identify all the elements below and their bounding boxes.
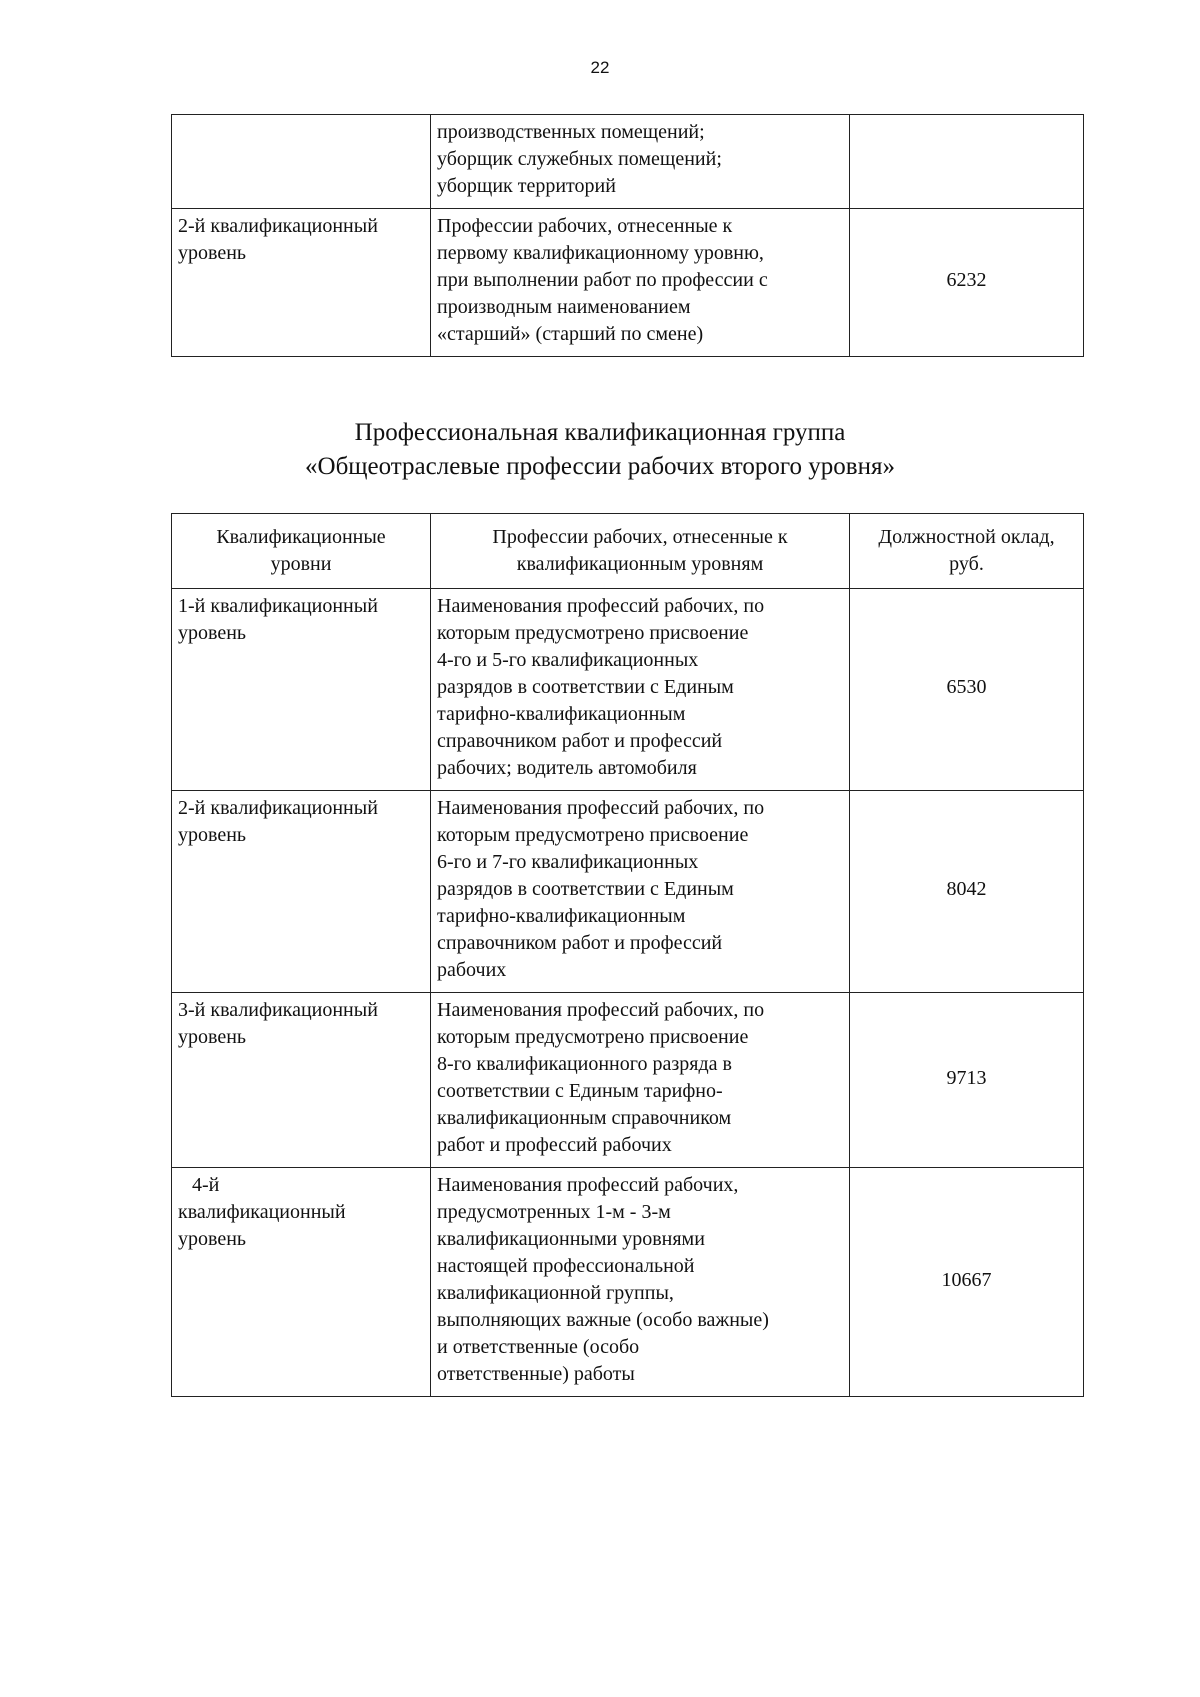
- salary-cell: 9713: [850, 993, 1084, 1168]
- table-row: [172, 115, 1084, 209]
- continuation-table: [171, 114, 1084, 357]
- salary-cell: [850, 115, 1084, 209]
- table-row: [172, 993, 1084, 1168]
- professions-cell: Наименования профессий рабочих, по которым предусмотрено присвоение 6-го и 7-го квалификационных разрядов в соответствии с Единым тарифно-квалификационным справочником работ и профессий рабочих: [431, 791, 850, 993]
- professions-cell: Наименования профессий рабочих, по которым предусмотрено присвоение 8-го квалификационного разряда в соответствии с Единым тарифно- квалификационным справочником работ и профессий рабочих: [431, 993, 850, 1168]
- salary-cell: 6530: [850, 589, 1084, 791]
- professions-cell: производственных помещений; уборщик служебных помещений; уборщик территорий: [431, 115, 850, 209]
- salary-table: [171, 513, 1084, 1397]
- level-cell: 1-й квалификационный уровень: [172, 589, 431, 791]
- professions-cell: Профессии рабочих, отнесенные к первому квалификационному уровню, при выполнении работ по профессии с производным наименованием «старший» (старший по смене): [431, 209, 850, 357]
- group-title-line: Профессиональная квалификационная группа: [354, 419, 846, 446]
- table-header-row: [172, 514, 1084, 589]
- level-cell: 2-й квалификационный уровень: [172, 209, 431, 357]
- level-cell: 3-й квалификационный уровень: [172, 993, 431, 1168]
- table-row: [172, 1168, 1084, 1397]
- table-row: [172, 209, 1084, 357]
- table-row: [172, 589, 1084, 791]
- salary-cell: 8042: [850, 791, 1084, 993]
- salary-cell: 6232: [850, 209, 1084, 357]
- professions-cell: Наименования профессий рабочих, по которым предусмотрено присвоение 4-го и 5-го квалификационных разрядов в соответствии с Единым тарифно-квалификационным справочником работ и профессий рабочих; водитель автомобиля: [431, 589, 850, 791]
- header-professions: Профессии рабочих, отнесенные к квалификационным уровням: [431, 514, 850, 589]
- page-number: 22: [590, 58, 610, 77]
- table-row: [172, 791, 1084, 993]
- level-cell: 2-й квалификационный уровень: [172, 791, 431, 993]
- professions-cell: Наименования профессий рабочих, предусмотренных 1-м - 3-м квалификационными уровнями настоящей профессиональной квалификационной группы, выполняющих важные (особо важные) и ответственные (особо ответственные) работы: [431, 1168, 850, 1397]
- header-levels: Квалификационные уровни: [172, 514, 431, 589]
- group-title: [0, 416, 1200, 484]
- group-title-line: «Общеотраслевые профессии рабочих второго уровня»: [305, 453, 895, 480]
- level-cell: [172, 115, 431, 209]
- salary-cell: 10667: [850, 1168, 1084, 1397]
- level-cell: 4-й квалификационный уровень: [172, 1168, 431, 1397]
- header-salary: Должностной оклад, руб.: [850, 514, 1084, 589]
